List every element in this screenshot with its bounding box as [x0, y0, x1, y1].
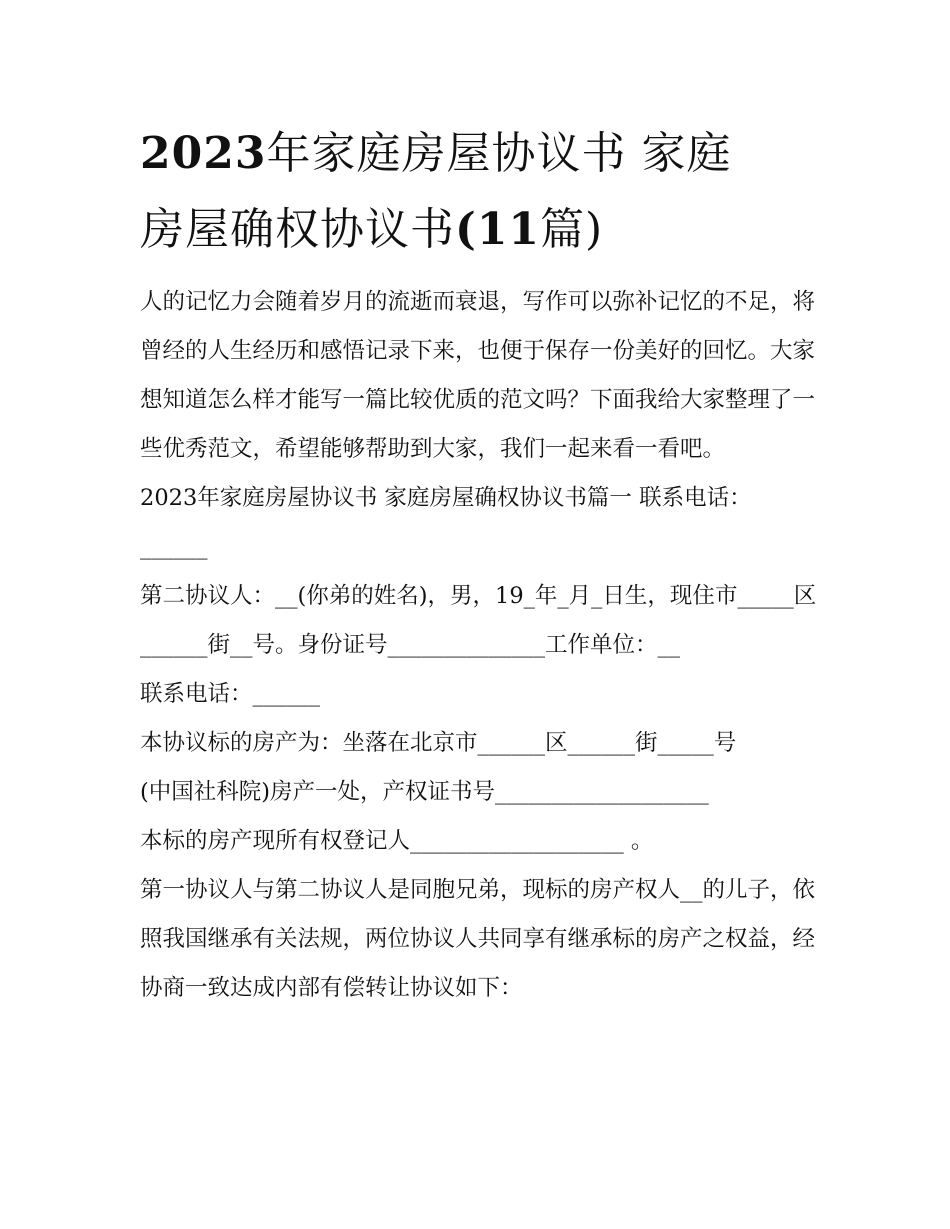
title-line-1-text: 年家庭房屋协议书 家庭: [266, 128, 732, 179]
title-line-2: [140, 204, 603, 255]
section-heading: 2023年家庭房屋协议书 家庭房屋确权协议书篇一 联系电话：: [140, 485, 752, 511]
title-line-2-text: 篇): [540, 204, 604, 255]
property-certificate-line: (中国社科院)房产一处，产权证书号___________________: [140, 779, 709, 805]
title-count: (11: [455, 204, 541, 255]
document-title: [140, 116, 820, 268]
agreement-paragraph: 第一协议人与第二协议人是同胞兄弟，现标的房产权人__的儿子，依照我国继承有关法规，两位协议人共同享有继承标的房产之权益，经协商一致达成内部有偿转让协议如下：: [140, 877, 816, 1001]
property-location-line: 本协议标的房产为：坐落在北京市______区______街_____号: [140, 730, 737, 756]
registered-owner-line: 本标的房产现所有权登记人___________________ 。: [140, 828, 654, 854]
title-line-2-text: 房屋确权协议书: [140, 204, 455, 255]
second-party-paragraph: 第二协议人：__(你弟的姓名)，男，19_年_月_日生，现住市_____区______街__号。身份证号______________工作单位：__: [140, 583, 817, 658]
phone-blank-line: ______: [140, 534, 208, 560]
title-line-1: [140, 128, 731, 179]
intro-paragraph: 人的记忆力会随着岁月的流逝而衰退，写作可以弥补记忆的不足，将曾经的人生经历和感悟记录下来，也便于保存一份美好的回忆。大家想知道怎么样才能写一篇比较优质的范文吗？下面我给大家整理了一些优秀范文，希望能够帮助到大家，我们一起来看一看吧。: [140, 289, 816, 462]
contact-phone-line: 联系电话：______: [140, 681, 321, 707]
title-year: 2023: [140, 128, 267, 179]
document-body: [140, 278, 820, 1013]
